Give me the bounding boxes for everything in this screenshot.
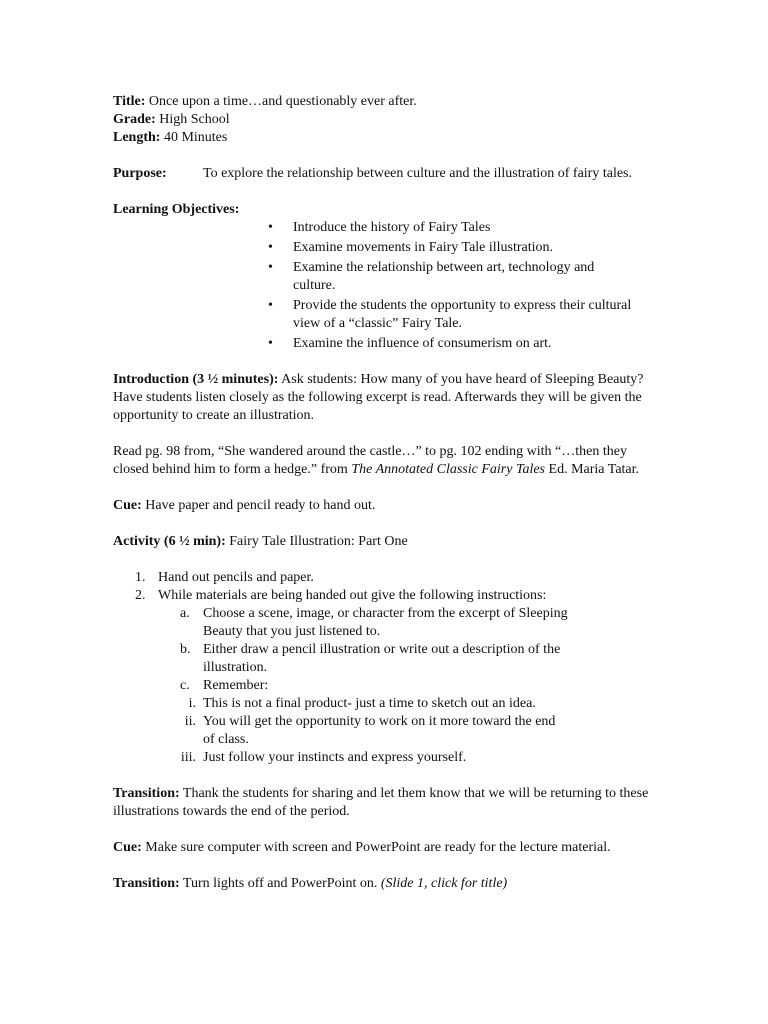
instruction-step: a. Choose a scene, image, or character from the excerpt of Sleeping Beauty that you just listened to. [180, 606, 568, 639]
document-page [113, 93, 653, 893]
remember-item: iii. Just follow your instincts and express yourself. [180, 750, 467, 765]
grade-value: High School [159, 112, 230, 127]
purpose-text: To explore the relationship between culture and the illustration of fairy tales. [203, 166, 632, 181]
transition-paragraph: Transition: Thank the students for sharing and let them know that we will be returning to these illustrations towards the end of the period. [113, 786, 649, 819]
remember-list [158, 695, 653, 767]
transition-label: Transition: [113, 786, 180, 801]
purpose-row [113, 165, 653, 183]
remember-item: i. This is not a final product- just a time to sketch out an idea. [188, 696, 536, 711]
objective-item: • Introduce the history of Fairy Tales [268, 220, 491, 235]
cue-paragraph: Cue: Make sure computer with screen and PowerPoint are ready for the lecture material. [113, 840, 611, 855]
instruction-step: b. Either draw a pencil illustration or write out a description of the illustration. [180, 642, 561, 675]
title-value: Once upon a time…and questionably ever after. [148, 94, 417, 109]
transition-paragraph: Transition: Turn lights off and PowerPoint on. (Slide 1, click for title) [113, 876, 508, 891]
purpose-label: Purpose: [113, 166, 167, 181]
length-value: 40 Minutes [163, 130, 228, 145]
remember-item: ii. You will get the opportunity to work on it more toward the end of class. [184, 714, 556, 747]
activity-step: 2. While materials are being handed out give the following instructions: [135, 588, 547, 603]
slide-note: (Slide 1, click for title) [380, 876, 508, 891]
introduction-paragraph [113, 371, 653, 425]
bullet-icon: • [268, 240, 273, 255]
introduction-label: Introduction (3 ½ minutes): [113, 372, 279, 387]
book-title: The Annotated Classic Fairy Tales [351, 462, 546, 477]
instruction-step: c. Remember: [180, 678, 269, 693]
cue-label: Cue: [113, 498, 142, 513]
bullet-icon: • [268, 336, 273, 351]
length-line [113, 129, 653, 147]
objectives-list [268, 219, 653, 353]
grade-line [113, 111, 653, 129]
title-line [113, 93, 653, 111]
cue-label: Cue: [113, 840, 142, 855]
objectives-heading: Learning Objectives: [113, 202, 240, 217]
bullet-icon: • [268, 260, 273, 275]
objective-item: • Examine the relationship between art, technology and culture. [268, 260, 595, 293]
grade-label: Grade: [113, 112, 156, 127]
objective-item: • Examine movements in Fairy Tale illustration. [268, 240, 554, 255]
cue-paragraph: Cue: Have paper and pencil ready to hand out. [113, 498, 376, 513]
introduction-text: Ask students: How many of you have heard of Sleeping Beauty? Have students listen closely as the following excerpt is read. Afterwards they will be given the opportunity to create an illustration. [113, 372, 644, 423]
reading-paragraph: Read pg. 98 from, “She wandered around the castle…” to pg. 102 ending with “…then they closed behind him to form a hedge.” from The Annotated Classic Fairy Tales Ed. Maria Tatar. [113, 444, 640, 477]
transition-label: Transition: [113, 876, 180, 891]
activity-step: 1. Hand out pencils and paper. [135, 570, 314, 585]
length-label: Length: [113, 130, 161, 145]
bullet-icon: • [268, 220, 273, 235]
objective-item: • Provide the students the opportunity to express their cultural view of a “classic” Fairy Tale. [268, 298, 632, 331]
objective-item: • Examine the influence of consumerism on art. [268, 336, 552, 351]
activity-label: Activity (6 ½ min): [113, 534, 226, 549]
bullet-icon: • [268, 298, 273, 313]
activity-heading: Activity (6 ½ min): Fairy Tale Illustration: Part One [113, 534, 408, 549]
activity-steps [113, 569, 653, 605]
title-label: Title: [113, 94, 146, 109]
instruction-steps [158, 605, 653, 695]
